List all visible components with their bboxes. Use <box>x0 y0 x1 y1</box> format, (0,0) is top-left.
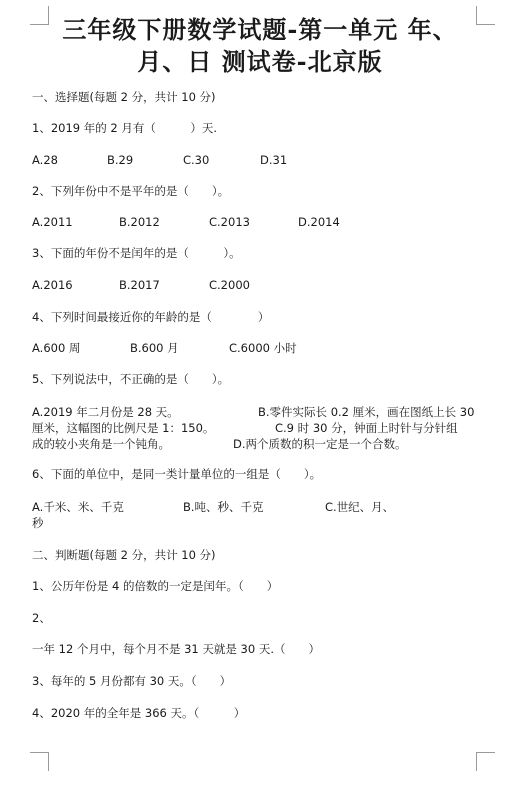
question-stem: 5、下列说法中，不正确的是（ ）。 <box>32 372 230 386</box>
option-a: A.2016 <box>32 278 73 292</box>
option-c: C.世纪、月、 <box>325 500 395 514</box>
option-c: C.2013 <box>209 215 250 229</box>
option-a: A.千米、米、千克 <box>32 500 124 514</box>
page-corner-mark <box>30 752 49 771</box>
option-c: C.9 时 30 分，钟面上时针与分针组 <box>275 421 458 435</box>
option-b: B.29 <box>107 153 134 167</box>
section-heading: 一、选择题(每题 2 分，共计 10 分) <box>32 90 216 104</box>
option-d: D.两个质数的积一定是一个合数。 <box>233 437 407 451</box>
judgment-question: 3、每年的 5 月份都有 30 天。（ ） <box>32 674 232 688</box>
question-stem: 4、下列时间最接近你的年龄的是（ ） <box>32 310 270 324</box>
option-b: B.600 月 <box>130 341 179 355</box>
option-c-continued: 成的较小夹角是一个钝角。 <box>32 437 170 451</box>
page-title: 三年级下册数学试题-第一单元 年、 <box>62 15 458 44</box>
judgment-question: 1、公历年份是 4 的倍数的一定是闰年。（ ） <box>32 579 279 593</box>
option-b: B.零件实际长 0.2 厘米，画在图纸上长 30 <box>258 405 475 419</box>
option-b: B.吨、秒、千克 <box>183 500 264 514</box>
option-b-continued: 厘米，这幅图的比例尺是 1：150。 <box>32 421 215 435</box>
option-b: B.2012 <box>119 215 160 229</box>
option-c-continued: 秒 <box>32 516 44 530</box>
question-stem: 2、下列年份中不是平年的是（ ）。 <box>32 184 230 198</box>
page-title: 月、日 测试卷-北京版 <box>137 47 383 76</box>
judgment-question: 一年 12 个月中，每个月不是 31 天就是 30 天.（ ） <box>32 642 320 656</box>
option-a: A.2019 年二月份是 28 天。 <box>32 405 179 419</box>
option-d: D.31 <box>260 153 288 167</box>
option-c: C.2000 <box>209 278 250 292</box>
option-c: C.30 <box>183 153 210 167</box>
judgment-question-number: 2、 <box>32 611 51 625</box>
option-a: A.600 周 <box>32 341 81 355</box>
question-stem: 1、2019 年的 2 月有（ ）天. <box>32 121 218 135</box>
judgment-question: 4、2020 年的全年是 366 天。（ ） <box>32 706 246 720</box>
question-stem: 3、下面的年份不是闰年的是（ ）。 <box>32 246 241 260</box>
option-a: A.28 <box>32 153 58 167</box>
option-c: C.6000 小时 <box>229 341 297 355</box>
option-a: A.2011 <box>32 215 73 229</box>
question-stem: 6、下面的单位中，是同一类计量单位的一组是（ ）。 <box>32 467 322 481</box>
page-corner-mark <box>476 752 495 771</box>
option-d: D.2014 <box>298 215 340 229</box>
option-b: B.2017 <box>119 278 160 292</box>
section-heading: 二、判断题(每题 2 分，共计 10 分) <box>32 548 216 562</box>
